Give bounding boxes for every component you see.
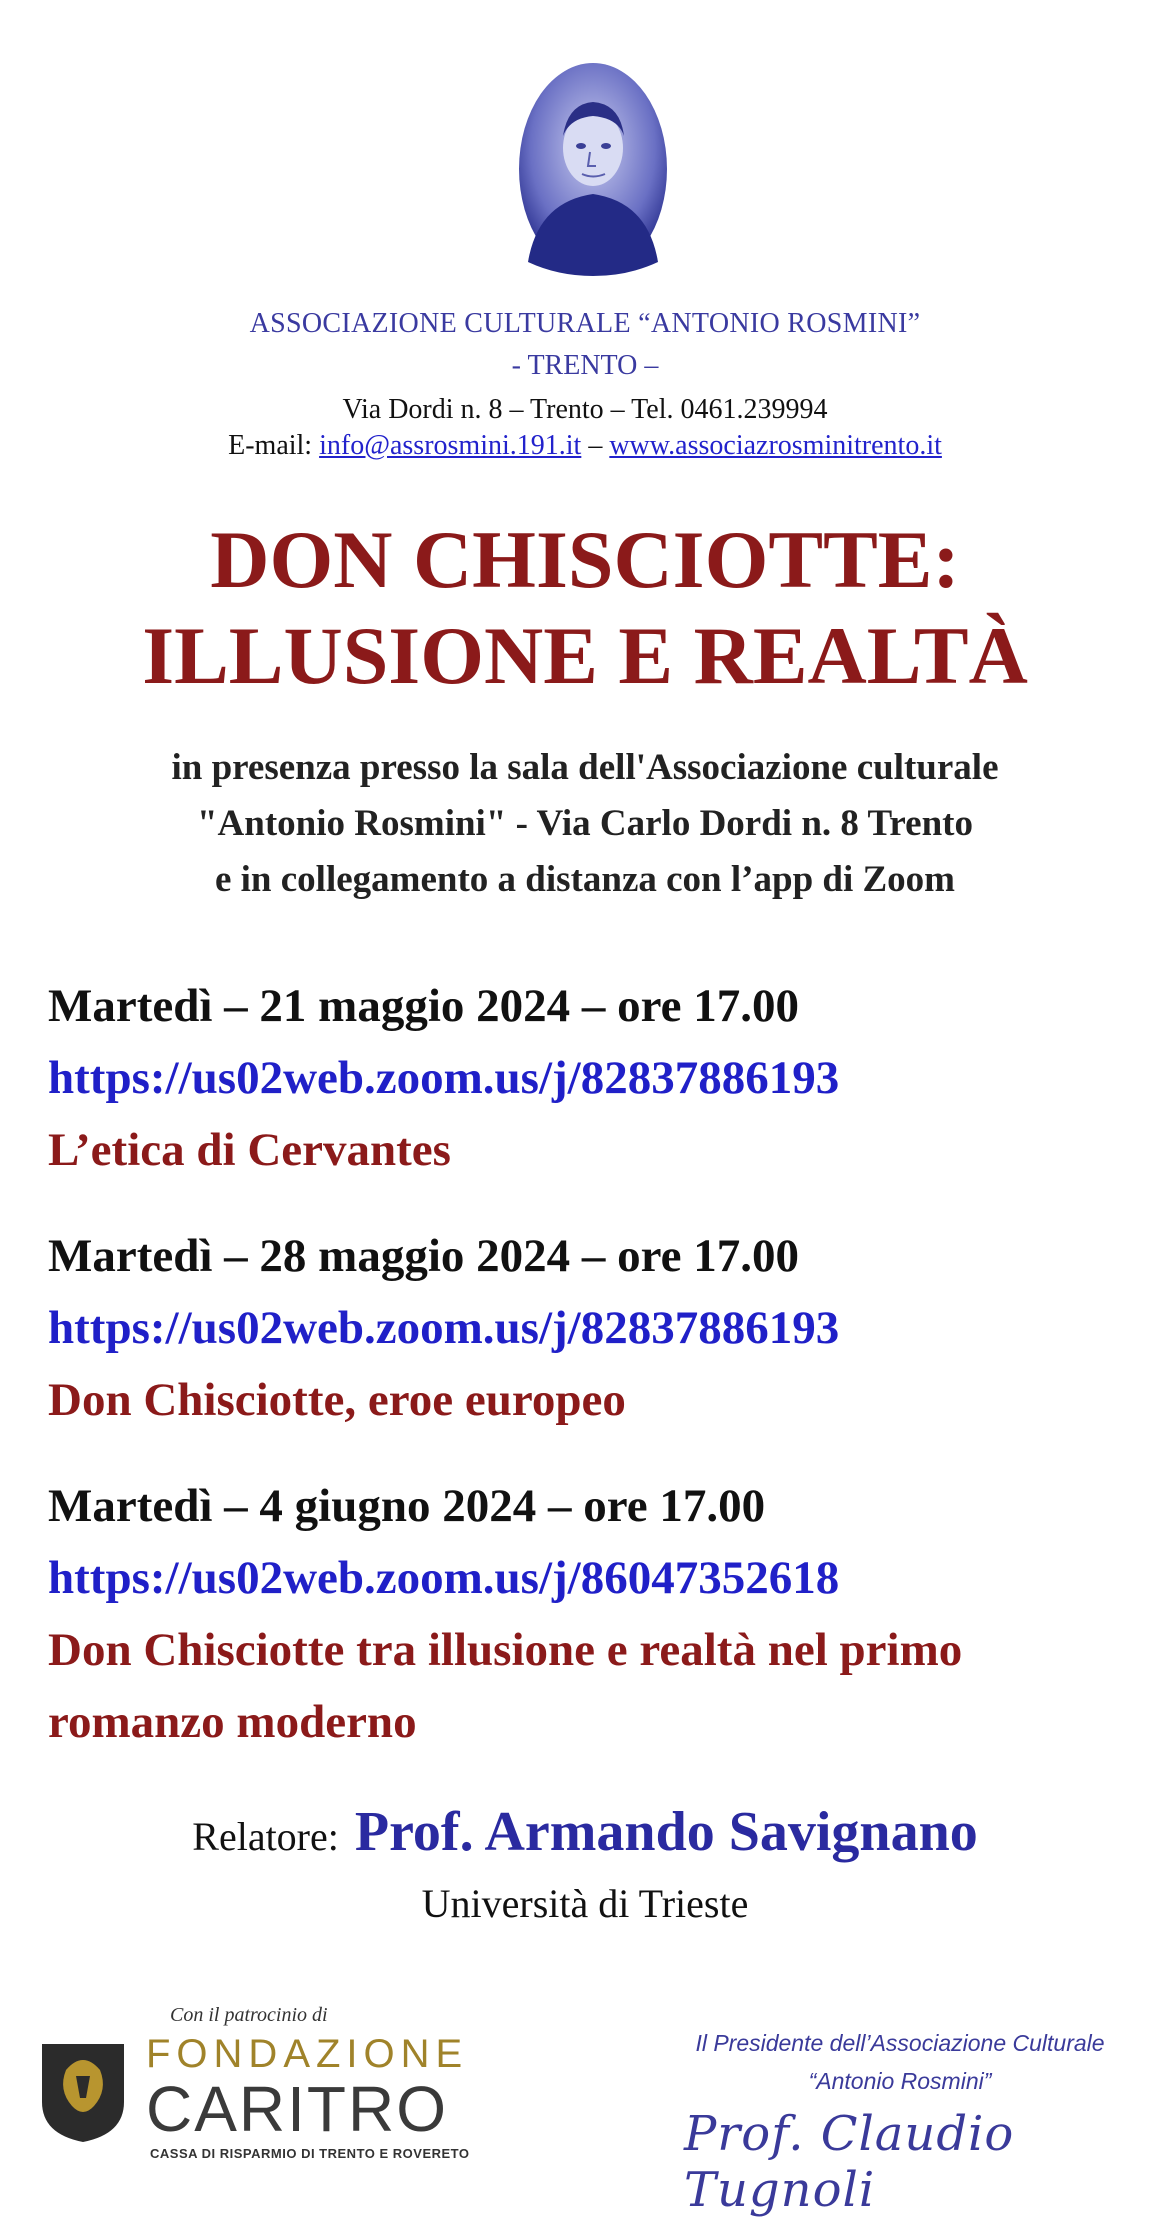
event-2-date: Martedì – 28 maggio 2024 – ore 17.00 <box>48 1230 800 1282</box>
president-signature: Prof. Claudio Tugnoli <box>684 2106 1015 2218</box>
website-link[interactable]: www.associazrosminitrento.it <box>609 430 942 461</box>
speaker-line <box>0 1800 1170 1864</box>
event-1-zoom-link[interactable]: https://us02web.zoom.us/j/82837886193 <box>48 1052 840 1104</box>
fondazione-logo-text: FONDAZIONE <box>146 2032 469 2076</box>
event-3-title-line-1: Don Chisciotte tra illusione e realtà nel primo <box>48 1624 963 1676</box>
contact-separator: – <box>581 430 610 461</box>
association-city: - TRENTO – <box>511 350 659 381</box>
event-2-zoom-link[interactable]: https://us02web.zoom.us/j/82837886193 <box>48 1302 840 1354</box>
intro-line-2: "Antonio Rosmini" - Via Carlo Dordi n. 8 Trento <box>196 803 973 844</box>
president-title-line-1: Il Presidente dell’Associazione Culturale <box>695 2030 1105 2056</box>
email-link[interactable]: info@assrosmini.191.it <box>319 430 582 461</box>
speaker-label: Relatore: <box>192 1814 349 1859</box>
speaker-name: Prof. Armando Savignano <box>354 1801 978 1863</box>
event-3-zoom-link[interactable]: https://us02web.zoom.us/j/86047352618 <box>48 1552 840 1604</box>
email-label: E-mail: <box>228 430 320 461</box>
event-1-title: L’etica di Cervantes <box>48 1124 451 1176</box>
caritro-crest-icon <box>38 2040 128 2145</box>
event-title-line-1: DON CHISCIOTTE: <box>210 514 960 605</box>
event-3-title-line-2: romanzo moderno <box>48 1696 417 1748</box>
speaker-affiliation: Università di Trieste <box>421 1881 749 1926</box>
intro-line-1: in presenza presso la sala dell'Associazione culturale <box>171 747 999 788</box>
event-2-title: Don Chisciotte, eroe europeo <box>48 1374 626 1426</box>
patronage-note: Con il patrocinio di <box>170 2004 328 2026</box>
association-name: ASSOCIAZIONE CULTURALE “ANTONIO ROSMINI” <box>249 308 921 339</box>
president-title-line-2: “Antonio Rosmini” <box>808 2068 992 2094</box>
contact-line <box>0 430 1170 462</box>
rosmini-portrait-image <box>518 62 668 276</box>
event-title-line-2: ILLUSIONE E REALTÀ <box>142 610 1028 701</box>
intro-line-3: e in collegamento a distanza con l’app di Zoom <box>214 859 956 900</box>
cassa-logo-subtitle: CASSA DI RISPARMIO DI TRENTO E ROVERETO <box>150 2146 470 2161</box>
event-1-date: Martedì – 21 maggio 2024 – ore 17.00 <box>48 980 800 1032</box>
caritro-logo-text: CARITRO <box>146 2073 448 2145</box>
event-3-date: Martedì – 4 giugno 2024 – ore 17.00 <box>48 1480 766 1532</box>
association-address: Via Dordi n. 8 – Trento – Tel. 0461.239994 <box>342 394 828 425</box>
